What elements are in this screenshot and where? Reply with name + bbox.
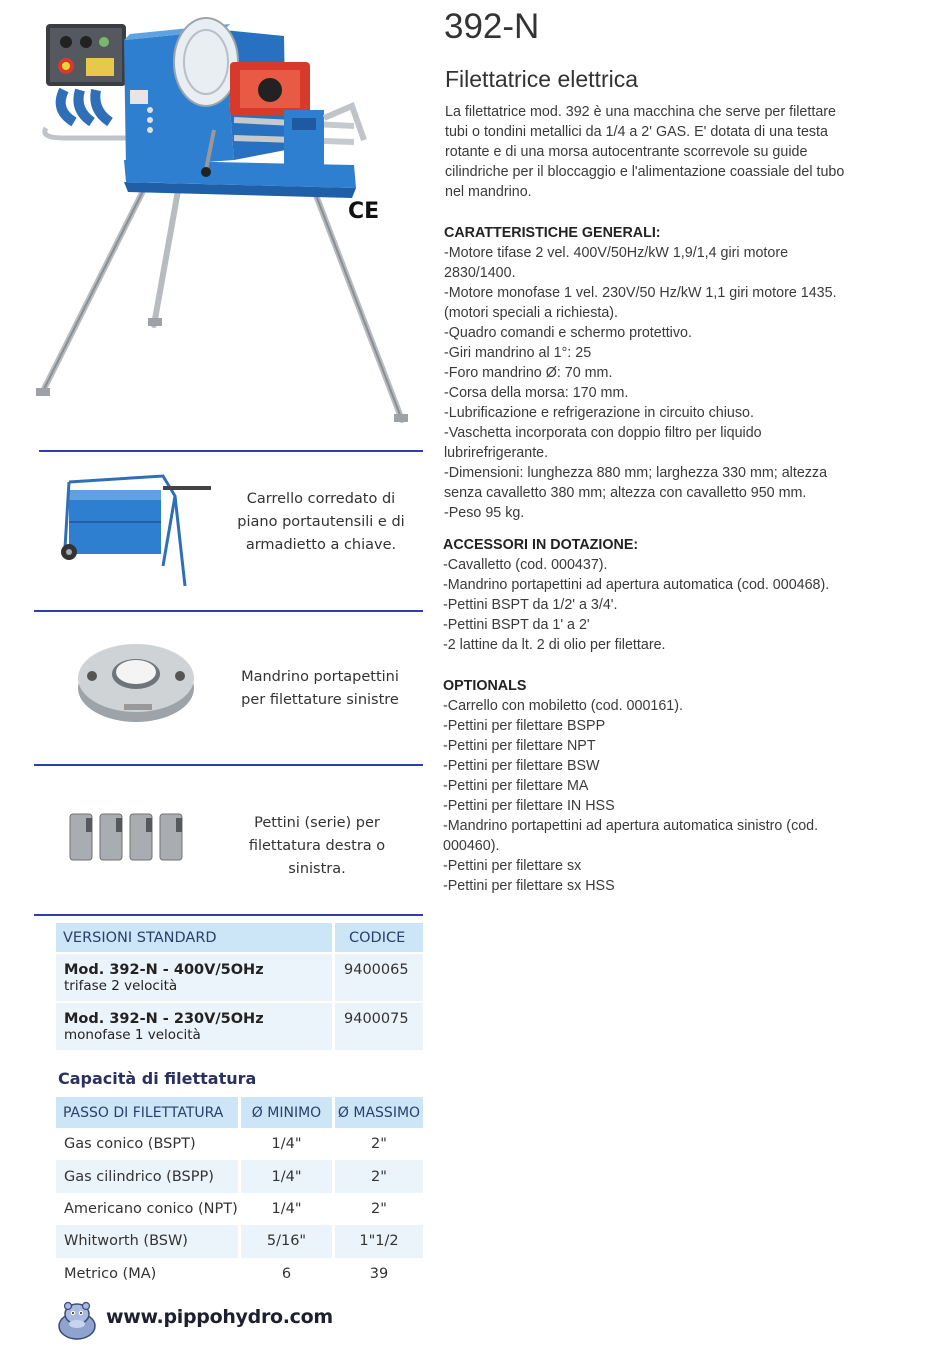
version-code: 9400075 xyxy=(335,1001,423,1050)
ce-mark: CE xyxy=(348,199,380,224)
spec-line: -Mandrino portapettini ad apertura automatica sinistro (cod. 000460). xyxy=(443,818,819,854)
versions-table xyxy=(56,923,423,1050)
thread-min: 1/4" xyxy=(241,1128,335,1160)
thread-min: 5/16" xyxy=(241,1225,335,1257)
thread-type: Gas cilindrico (BSPP) xyxy=(56,1160,241,1192)
thread-type: Metrico (MA) xyxy=(56,1258,241,1290)
thread-max: 39 xyxy=(369,1265,389,1282)
spec-line: -Cavalletto (cod. 000437). xyxy=(443,557,608,573)
spec-line: -Foro mandrino Ø: 70 mm. xyxy=(444,365,613,381)
trolley-image xyxy=(55,468,215,588)
spec-line: -Pettini per filettare sx xyxy=(443,858,582,874)
trolley-caption: Carrello corredato di piano portautensili e di armadietto a chiave. xyxy=(237,491,405,553)
table-row xyxy=(56,1160,423,1192)
product-description: La filettatrice mod. 392 è una macchina che serve per filettare tubi o tondini metallici da 1/4 a 2' GAS. E' dotata di una testa rotante e di una morsa autocentrante scorrevole su guide cilindriche per il bloccaggio e l'alimentazione coassiale del tubo nel mandrino. xyxy=(445,104,845,200)
spec-line: -Pettini per filettare MA xyxy=(443,778,589,794)
version-cell xyxy=(56,1001,335,1050)
product-model: 392-N xyxy=(444,7,540,46)
capacity-header-min: Ø MINIMO xyxy=(241,1097,335,1128)
section-divider xyxy=(34,914,423,916)
table-row xyxy=(56,1225,423,1257)
spec-line: -2 lattine da lt. 2 di olio per filettare. xyxy=(443,637,666,653)
spec-line: -Pettini per filettare BSW xyxy=(443,758,600,774)
section-divider xyxy=(34,610,423,612)
spec-line: -Vaschetta incorporata con doppio filtro per liquido lubrirefrigerante. xyxy=(444,425,762,461)
section-divider xyxy=(39,450,423,452)
standard-accessories-title: ACCESSORI IN DOTAZIONE: xyxy=(443,537,639,553)
thread-max: 1"1/2 xyxy=(335,1225,423,1257)
spec-line: -Motore monofase 1 vel. 230V/50 Hz/kW 1,1 giri motore 1435. (motori speciali a richiesta). xyxy=(444,285,837,321)
chasers-caption: Pettini (serie) per filettatura destra o sinistra. xyxy=(248,815,386,877)
spec-line: -Peso 95 kg. xyxy=(444,505,525,521)
standard-accessories-section xyxy=(443,535,863,655)
table-row xyxy=(56,1193,423,1225)
spec-line: -Lubrificazione e refrigerazione in circuito chiuso. xyxy=(444,405,754,421)
thread-max: 2" xyxy=(371,1136,387,1153)
thread-min: 6 xyxy=(241,1258,335,1290)
optionals-title: OPTIONALS xyxy=(443,678,527,694)
capacity-header-pitch: PASSO DI FILETTATURA xyxy=(56,1097,241,1128)
general-specs-title: CARATTERISTICHE GENERALI: xyxy=(444,225,661,241)
die-head-caption: Mandrino portapettini per filettature sinistre xyxy=(241,669,399,708)
version-name: Mod. 392-N - 400V/5OHz xyxy=(64,962,264,978)
hippo-logo-icon xyxy=(56,1300,98,1342)
spec-line: -Pettini per filettare sx HSS xyxy=(443,878,615,894)
spec-line: -Pettini BSPT da 1' a 2' xyxy=(443,617,590,633)
capacity-table xyxy=(56,1097,423,1290)
thread-max: 2" xyxy=(335,1160,423,1192)
thread-type: Americano conico (NPT) xyxy=(56,1193,241,1225)
die-head-image xyxy=(74,628,198,728)
website-link[interactable]: www.pippohydro.com xyxy=(106,1306,333,1328)
spec-line: -Motore tifase 2 vel. 400V/50Hz/kW 1,9/1,4 giri motore 2830/1400. xyxy=(444,245,789,281)
version-cell xyxy=(56,952,335,1001)
threading-machine-image xyxy=(34,10,424,438)
spec-line: -Quadro comandi e schermo protettivo. xyxy=(444,325,692,341)
table-row xyxy=(56,1001,423,1050)
product-subtitle: Filettatrice elettrica xyxy=(445,66,639,92)
optionals-section xyxy=(443,676,833,896)
version-name: Mod. 392-N - 230V/5OHz xyxy=(64,1011,264,1027)
versions-header-code: CODICE xyxy=(335,923,423,952)
general-specs-section xyxy=(444,223,839,523)
thread-max: 2" xyxy=(371,1200,387,1217)
thread-min: 1/4" xyxy=(241,1193,335,1225)
spec-line: -Carrello con mobiletto (cod. 000161). xyxy=(443,698,683,714)
spec-line: -Giri mandrino al 1°: 25 xyxy=(444,345,592,361)
thread-type: Whitworth (BSW) xyxy=(56,1225,241,1257)
version-sub: monofase 1 velocità xyxy=(64,1027,201,1043)
version-code: 9400065 xyxy=(335,952,423,1001)
chasers-image xyxy=(68,810,192,866)
spec-line: -Mandrino portapettini ad apertura automatica (cod. 000468). xyxy=(443,577,830,593)
thread-type: Gas conico (BSPT) xyxy=(56,1128,241,1160)
section-divider xyxy=(34,764,423,766)
versions-header-name: VERSIONI STANDARD xyxy=(56,923,335,952)
table-row xyxy=(56,1258,423,1290)
table-row xyxy=(56,952,423,1001)
spec-line: -Pettini per filettare BSPP xyxy=(443,718,606,734)
table-row xyxy=(56,1128,423,1160)
spec-line: -Corsa della morsa: 170 mm. xyxy=(444,385,629,401)
spec-line: -Dimensioni: lunghezza 880 mm; larghezza 330 mm; altezza senza cavalletto 380 mm; altezza con cavalletto 950 mm. xyxy=(444,465,828,501)
spec-line: -Pettini per filettare NPT xyxy=(443,738,596,754)
spec-line: -Pettini BSPT da 1/2' a 3/4'. xyxy=(443,597,618,613)
capacity-header-max: Ø MASSIMO xyxy=(335,1097,423,1128)
version-sub: trifase 2 velocità xyxy=(64,978,178,994)
thread-min: 1/4" xyxy=(241,1160,335,1192)
capacity-title: Capacità di filettatura xyxy=(58,1069,257,1088)
spec-line: -Pettini per filettare IN HSS xyxy=(443,798,615,814)
